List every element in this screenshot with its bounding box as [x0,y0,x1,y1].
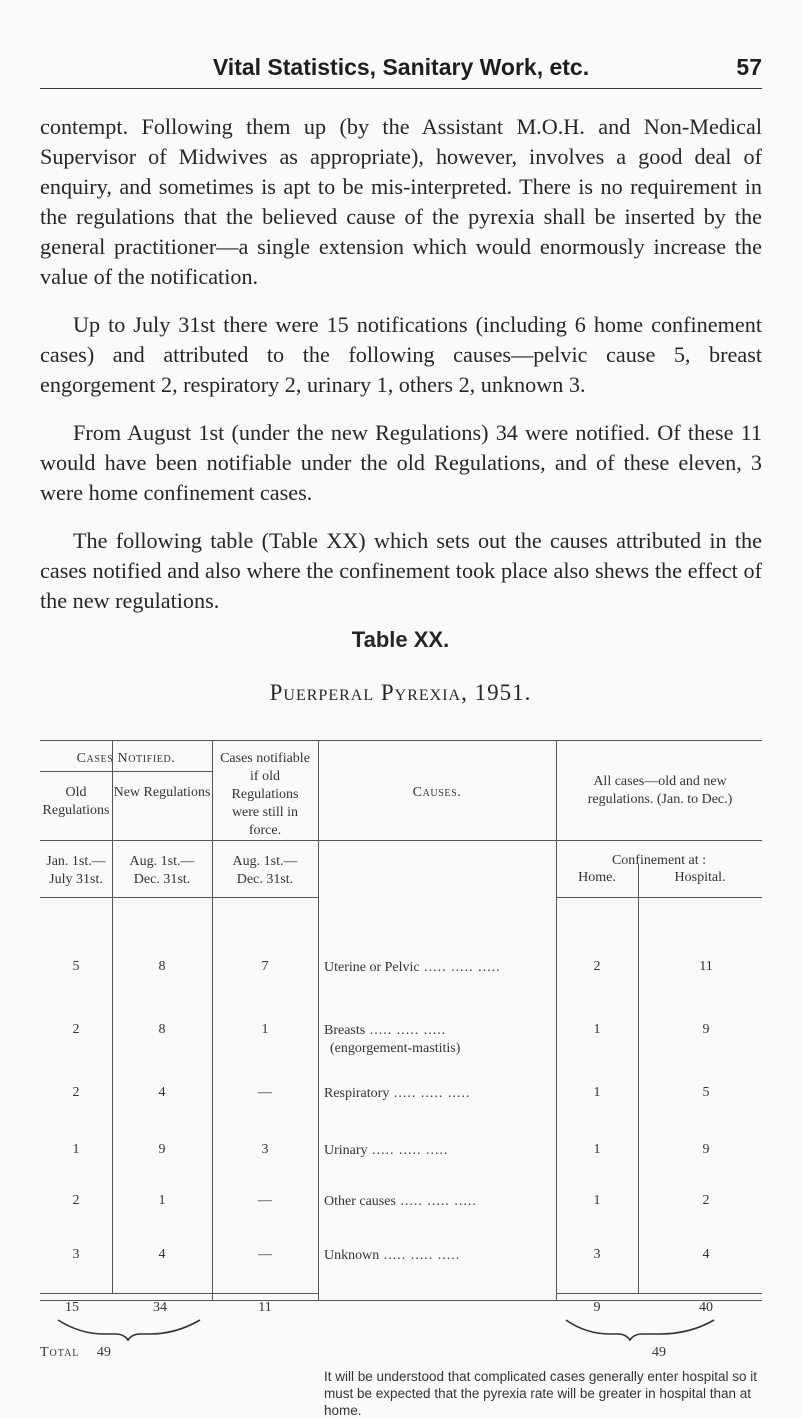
header-all-cases: All cases—old and new regulations. (Jan. to Dec.) [587,774,733,807]
total-home: 9 [593,1300,601,1315]
row-4-old: 1 [72,1142,80,1157]
total-combined: 49 [96,1345,111,1360]
row-5-hospital: 2 [702,1193,710,1208]
row-3-home: 1 [593,1085,601,1100]
table-note [324,1368,760,1419]
header-title: Vital Statistics, Sanitary Work, etc. [212,54,590,80]
dot-leader: ..... ..... ..... [419,960,501,975]
brace-confinement [566,1320,714,1340]
row-4-home: 1 [593,1142,601,1157]
row-6-new: 4 [158,1247,166,1262]
total-row-label [40,1345,212,1361]
row-4-hospital: 9 [702,1142,710,1157]
row-2-old: 2 [72,1022,80,1037]
header-notifiable-period: Aug. 1st.— Dec. 31st. [232,854,298,887]
dot-leader: ..... ..... ..... [379,1248,461,1263]
header-confinement-at: Confinement at : [611,853,707,868]
total-new: 34 [153,1300,167,1315]
total-notifiable: 11 [258,1300,272,1315]
dot-leader: ..... ..... ..... [365,1023,447,1038]
header-old-period: Jan. 1st.— July 31st. [46,854,106,887]
dot-leader: ..... ..... ..... [395,1194,477,1209]
header-cases-notifiable: Cases notifiable if old Regulations were still in force. [220,751,310,838]
header-old-regulations: Old Regulations [42,785,110,818]
row-2-cause-sub: (engorgement-mastitis) [330,1041,461,1056]
row-2-home: 1 [593,1022,601,1037]
row-6-home: 3 [593,1247,601,1262]
row-5-old: 2 [72,1193,80,1208]
dot-leader: ..... ..... ..... [367,1143,449,1158]
row-2-new: 8 [158,1022,166,1037]
row-4-cause-label: Urinary [324,1143,368,1158]
row-5-new: 1 [158,1193,166,1208]
paragraph-1: contempt. Following them up (by the Assistant M.O.H. and Non-Medical Supervisor of Midwives as appropriate), however, involves a good deal of enquiry, and sometimes is apt to be mis-interpreted. There is no requirement in the regulations that the believed cause of the pyrexia shall be inserted by the general practitioner—a single extension which would enormously increase the value of the notification. [40,114,762,289]
row-5-home: 1 [593,1193,601,1208]
table-subtitle: Puerperal Pyrexia, 1951. [269,680,532,705]
row-6-hospital: 4 [702,1247,710,1262]
row-6-old: 3 [72,1247,80,1262]
row-3-old: 2 [72,1085,80,1100]
row-3-notifiable: — [258,1085,272,1100]
row-2-notifiable: 1 [261,1022,269,1037]
row-5-notifiable: — [258,1193,272,1208]
total-label: Total [40,1345,80,1360]
paragraph-3: From August 1st (under the new Regulations) 34 were notified. Of these 11 would have been notifiable under the old Regulations, and of these eleven, 3 were home confinement cases. [40,420,762,505]
paragraph-2: Up to July 31st there were 15 notifications (including 6 home confinement cases) and attributed to the following causes—pelvic cause 5, breast engorgement 2, respiratory 2, urinary 1, others 2, unknown 3. [40,312,762,397]
row-5-cause-label: Other causes [324,1194,396,1209]
row-3-new: 4 [158,1085,166,1100]
header-hospital: Hospital. [674,870,726,885]
row-1-old: 5 [72,959,80,974]
row-2-hospital: 9 [702,1022,710,1037]
table-note-text: It will be understood that complicated cases generally enter hospital so it must be expected that the pyrexia rate will be greater in hospital than at home. [324,1369,757,1418]
header-new-regulations: New Regulations [113,785,211,800]
paragraph-4: The following table (Table XX) which sets out the causes attributed in the cases notified and also where the confinement took place also shews the effect of the new regulations. [40,528,762,613]
table-title: Table XX. [351,627,450,652]
row-1-notifiable: 7 [261,959,269,974]
row-4-notifiable: 3 [261,1142,269,1157]
total-confinement-combined: 49 [652,1345,666,1360]
row-6-cause-label: Unknown [324,1248,380,1263]
row-6-notifiable: — [258,1247,272,1262]
header-home: Home. [578,870,616,885]
row-3-cause-label: Respiratory [324,1086,390,1101]
row-1-hospital: 11 [699,959,713,974]
brace-notified [58,1320,200,1340]
total-hospital: 40 [699,1300,713,1315]
row-3-hospital: 5 [702,1085,710,1100]
row-4-new: 9 [158,1142,166,1157]
header-cases-notified: Cases Notified. [76,751,176,766]
page-number: 57 [736,54,762,80]
total-old: 15 [65,1300,79,1315]
row-1-new: 8 [158,959,166,974]
dot-leader: ..... ..... ..... [389,1086,471,1101]
header-new-period: Aug. 1st.— Dec. 31st. [129,854,195,887]
row-2-cause-label: Breasts [324,1023,366,1038]
header-causes: Causes. [412,785,462,800]
row-1-home: 2 [593,959,601,974]
row-1-cause-label: Uterine or Pelvic [324,960,420,975]
